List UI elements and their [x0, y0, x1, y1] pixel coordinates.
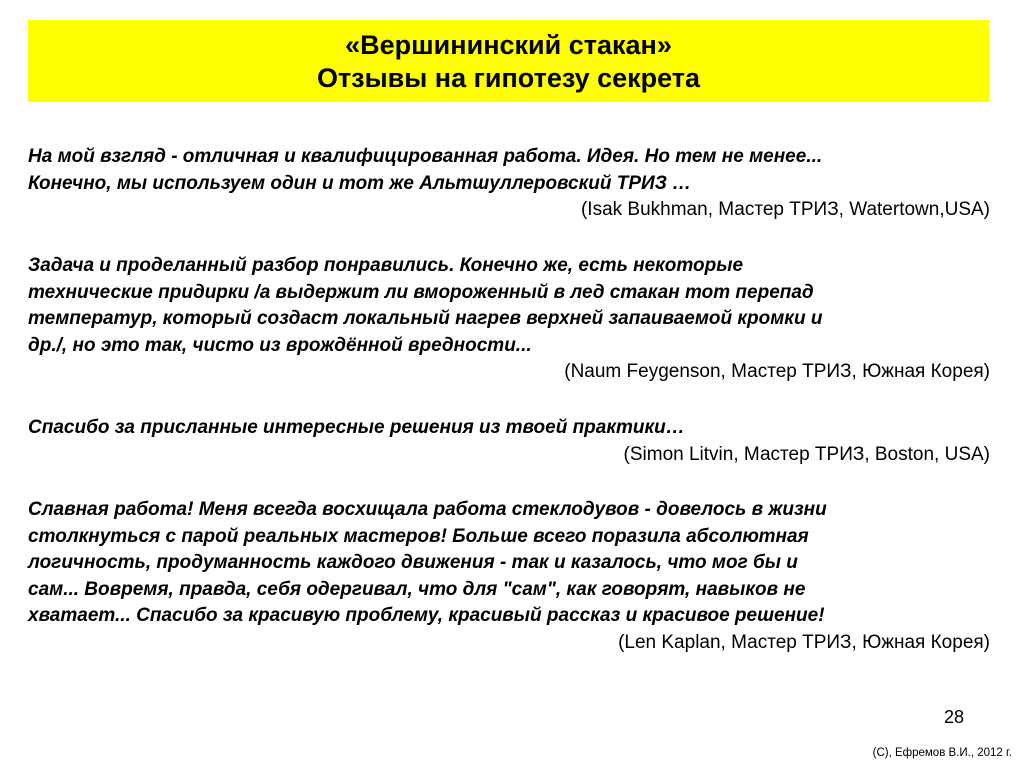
review-line: технические придирки /а выдержит ли вмороженный в лед стакан тот перепад — [28, 281, 814, 303]
page-number: 28 — [943, 707, 964, 727]
review-author: (Simon Litvin, Мастер ТРИЗ, Boston, USA) — [623, 443, 990, 465]
title-banner — [28, 20, 989, 102]
review-text — [28, 415, 990, 442]
review-line: хватает... Спасибо за красивую проблему, красивый рассказ и красивое решение! — [28, 605, 825, 626]
copyright-notice: (С), Ефремов В.И., 2012 г. — [872, 747, 1012, 759]
review-line: температур, который создаст локальный нагрев верхней запаиваемой кромки и — [28, 308, 823, 329]
review-line: Задача и проделанный разбор понравились. Конечно же, есть некоторые — [28, 255, 744, 276]
review-block — [28, 253, 990, 386]
review-block — [28, 415, 990, 468]
review-line: Спасибо за присланные интересные решения из твоей практики… — [28, 417, 685, 438]
review-line: др./, но это так, чисто из врождённой вредности... — [28, 334, 532, 356]
review-block — [28, 144, 990, 224]
review-text — [28, 144, 990, 197]
review-author: (Isak Bukhman, Мастер ТРИЗ, Watertown,USA) — [580, 199, 990, 220]
review-text — [28, 253, 990, 359]
slide-subtitle: Отзывы на гипотезу секрета — [316, 63, 701, 93]
review-line: столкнуться с парой реальных мастеров! Больше всего поразила абсолютная — [28, 525, 809, 547]
review-line: Славная работа! Меня всегда восхищала работа стеклодувов - довелось в жизни — [28, 499, 827, 520]
review-author: (Len Kaplan, Мастер ТРИЗ, Южная Корея) — [618, 631, 990, 653]
review-line: сам... Вовремя, правда, себя одергивал, что для "сам", как говорят, навыков не — [28, 578, 806, 600]
review-author: (Naum Feygenson, Мастер ТРИЗ, Южная Корея) — [564, 361, 990, 382]
review-text — [28, 497, 990, 630]
review-line: На мой взгляд - отличная и квалифицированная работа. Идея. Но тем не менее... — [28, 146, 823, 167]
review-line: логичность, продуманность каждого движения - так и казалось, что мог бы и — [28, 552, 798, 573]
review-line: Конечно, мы используем один и тот же Альтшуллеровский ТРИЗ … — [28, 172, 692, 194]
slide-title: «Вершининский стакан» — [345, 30, 672, 60]
review-block — [28, 497, 990, 656]
